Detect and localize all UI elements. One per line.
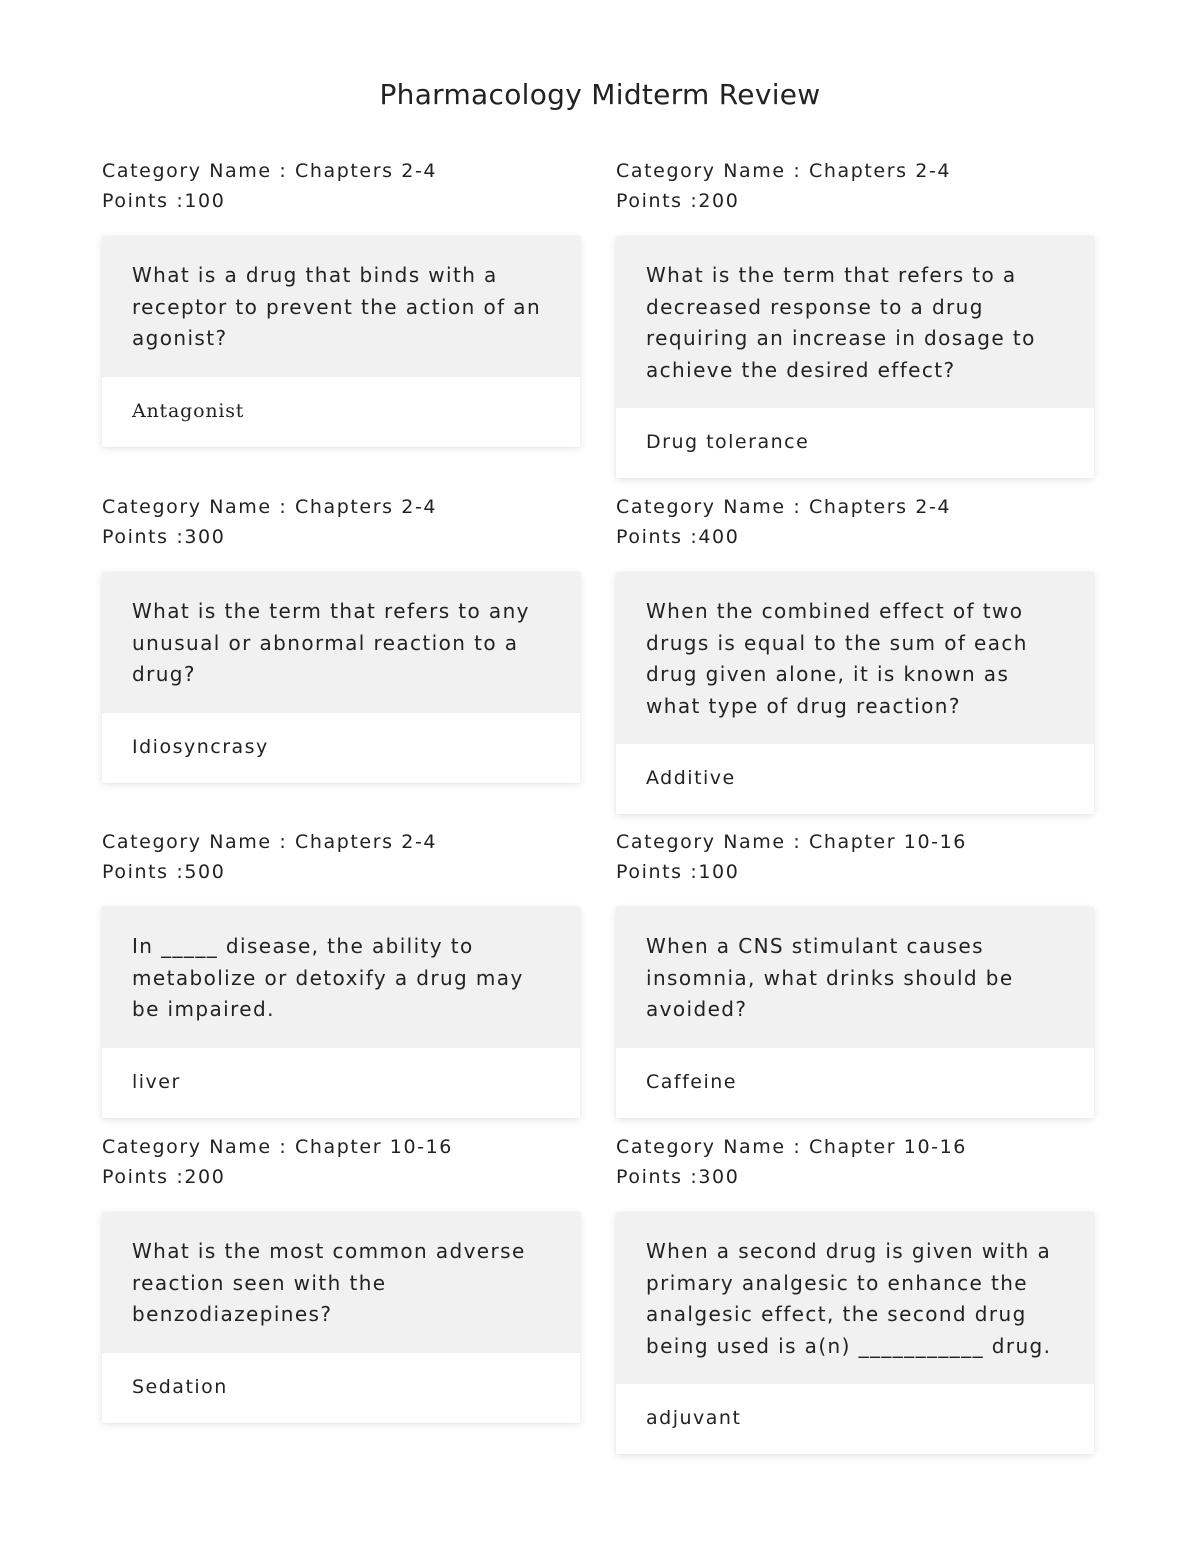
question-text: What is a drug that binds with a receptor to prevent the action of an agonist? [102,236,580,377]
category-name: Category Name : Chapter 10-16 [616,1136,967,1158]
category-name: Category Name : Chapters 2-4 [616,496,952,518]
flashcard [616,1212,1094,1454]
category-name: Category Name : Chapters 2-4 [102,831,438,853]
question-text: In _____ disease, the ability to metabolize or detoxify a drug may be impaired. [102,907,580,1048]
flashcard-block [616,1132,1094,1454]
points: Points :100 [102,190,226,212]
points: Points :300 [102,526,226,548]
answer-text: Additive [616,744,1094,814]
answer-text: liver [102,1048,580,1118]
question-text: When a CNS stimulant causes insomnia, what drinks should be avoided? [616,907,1094,1048]
answer-text: Drug tolerance [616,408,1094,478]
flashcard [616,907,1094,1118]
category-name: Category Name : Chapters 2-4 [102,496,438,518]
question-text: When the combined effect of two drugs is equal to the sum of each drug given alone, it is known as what type of drug reaction? [616,572,1094,744]
flashcard [102,236,580,447]
category-name: Category Name : Chapter 10-16 [102,1136,453,1158]
category-name: Category Name : Chapters 2-4 [616,160,952,182]
points: Points :300 [616,1166,740,1188]
category-name: Category Name : Chapter 10-16 [616,831,967,853]
flashcard-block [102,1132,580,1423]
question-text: What is the most common adverse reaction seen with the benzodiazepines? [102,1212,580,1353]
flashcard-block [616,492,1094,814]
flashcard-block [102,492,580,783]
answer-text: adjuvant [616,1384,1094,1454]
answer-text: Sedation [102,1353,580,1423]
points: Points :100 [616,861,740,883]
question-text: What is the term that refers to any unusual or abnormal reaction to a drug? [102,572,580,713]
flashcard-block [616,827,1094,1118]
points: Points :200 [616,190,740,212]
points: Points :400 [616,526,740,548]
points: Points :200 [102,1166,226,1188]
answer-text: Antagonist [102,377,580,447]
flashcard [102,1212,580,1423]
category-name: Category Name : Chapters 2-4 [102,160,438,182]
flashcard [102,907,580,1118]
flashcard [616,236,1094,478]
question-text: What is the term that refers to a decreased response to a drug requiring an increase in dosage to achieve the desired effect? [616,236,1094,408]
question-text: When a second drug is given with a primary analgesic to enhance the analgesic effect, the second drug being used is a(n) ___________ drug. [616,1212,1094,1384]
answer-text: Caffeine [616,1048,1094,1118]
page-title: Pharmacology Midterm Review [379,78,821,111]
flashcard [102,572,580,783]
points: Points :500 [102,861,226,883]
flashcard-block [616,156,1094,478]
flashcard-block [102,827,580,1118]
flashcard [616,572,1094,814]
answer-text: Idiosyncrasy [102,713,580,783]
flashcard-block [102,156,580,447]
